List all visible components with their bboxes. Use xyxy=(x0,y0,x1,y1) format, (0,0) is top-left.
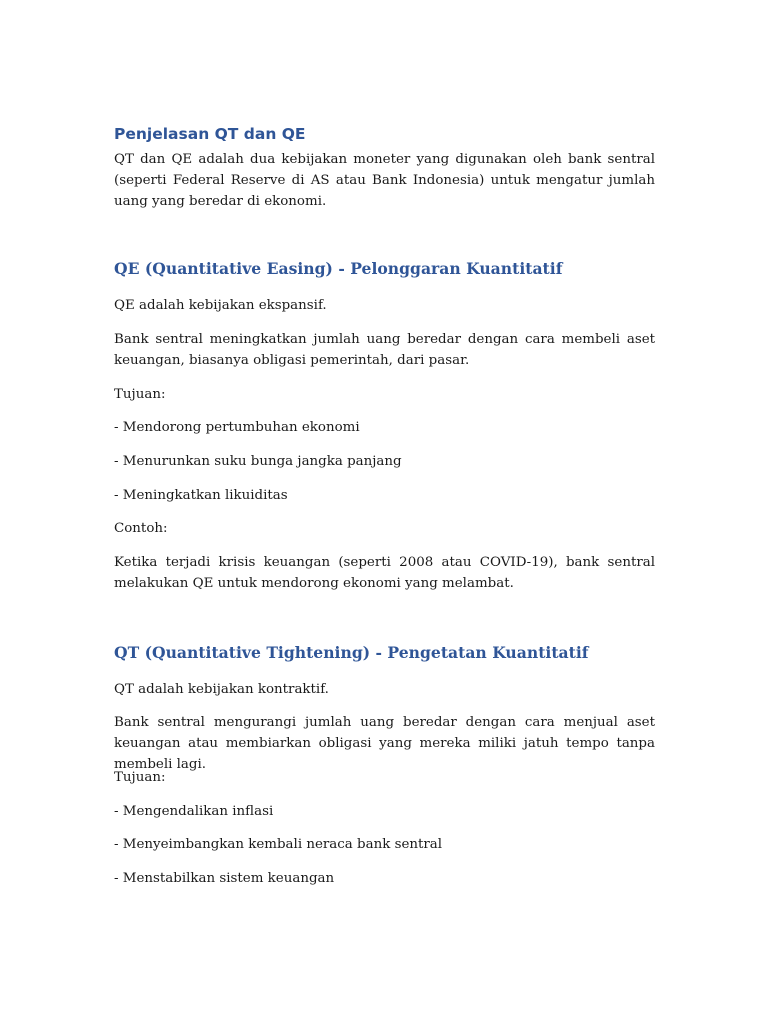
qe-goal-item: - Menurunkan suku bunga jangka panjang xyxy=(114,454,402,469)
intro-paragraph: QT dan QE adalah dua kebijakan moneter yang digunakan oleh bank sentral (seperti Federal Reserve di AS atau Bank Indonesia) untuk mengatur jumlah uang yang beredar di ekonomi. xyxy=(114,152,655,209)
qe-heading: QE (Quantitative Easing) - Pelonggaran Kuantitatif xyxy=(114,259,563,278)
qt-heading: QT (Quantitative Tightening) - Pengetatan Kuantitatif xyxy=(114,643,589,662)
qe-goals-label: Tujuan: xyxy=(114,387,166,402)
qt-goals-label: Tujuan: xyxy=(114,770,166,785)
document-title: Penjelasan QT dan QE xyxy=(114,125,306,143)
qt-goal-item: - Mengendalikan inflasi xyxy=(114,804,274,819)
qe-definition: QE adalah kebijakan ekspansif. xyxy=(114,298,327,313)
qt-definition: QT adalah kebijakan kontraktif. xyxy=(114,682,329,697)
qt-description: Bank sentral mengurangi jumlah uang beredar dengan cara menjual aset keuangan atau membiarkan obligasi yang mereka miliki jatuh tempo tanpa membeli lagi. xyxy=(114,715,655,772)
qe-example-label: Contoh: xyxy=(114,521,168,536)
qt-goal-item: - Menstabilkan sistem keuangan xyxy=(114,871,335,886)
qe-goal-item: - Mendorong pertumbuhan ekonomi xyxy=(114,420,360,435)
qt-goal-item: - Menyeimbangkan kembali neraca bank sentral xyxy=(114,837,443,852)
qe-description: Bank sentral meningkatkan jumlah uang beredar dengan cara membeli aset keuangan, biasanya obligasi pemerintah, dari pasar. xyxy=(114,332,655,368)
qe-example: Ketika terjadi krisis keuangan (seperti 2008 atau COVID-19), bank sentral melakukan QE untuk mendorong ekonomi yang melambat. xyxy=(114,555,655,591)
qe-goal-item: - Meningkatkan likuiditas xyxy=(114,488,288,503)
